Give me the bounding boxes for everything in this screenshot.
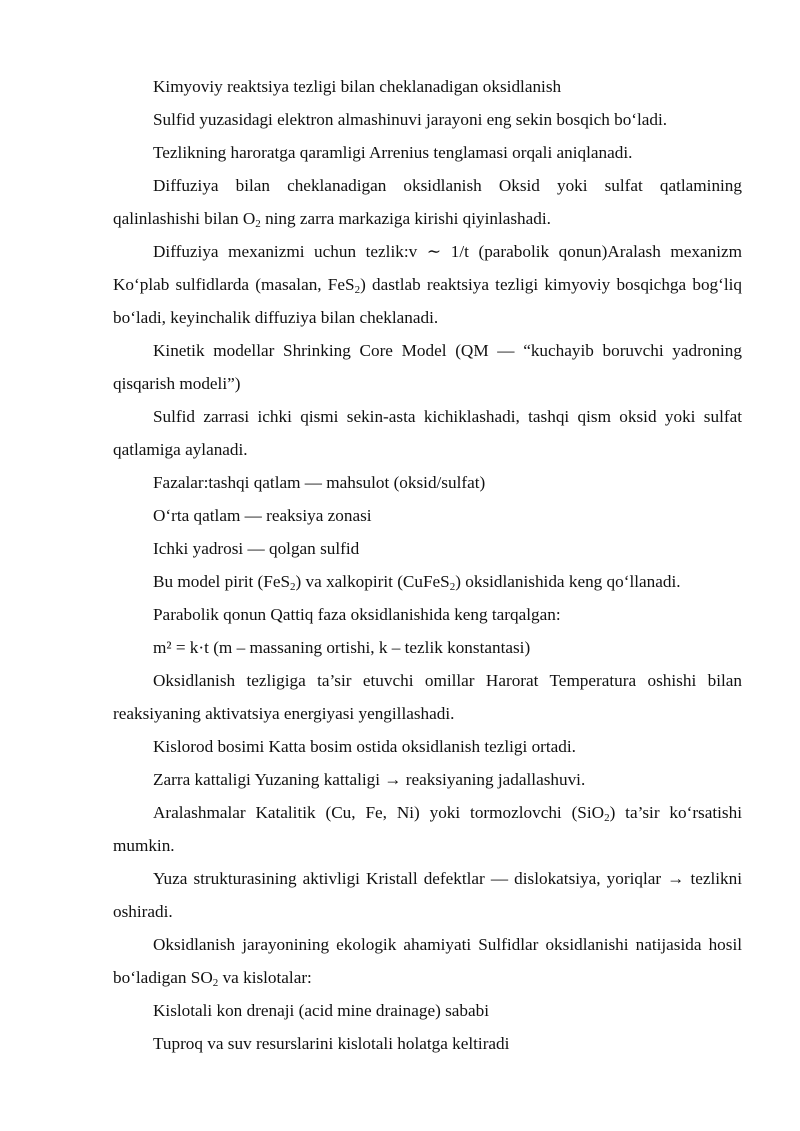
paragraph [113, 796, 742, 862]
paragraph [113, 235, 742, 334]
paragraph [113, 994, 742, 1027]
paragraph [113, 532, 742, 565]
paragraph [113, 466, 742, 499]
text-run: Ichki yadrosi — qolgan sulfid [153, 539, 360, 558]
text-run: Bu model pirit (FeS [153, 572, 291, 591]
subscript: 2 [354, 284, 361, 296]
subscript: 2 [604, 812, 610, 824]
text-run: ) dastlab reaktsiya tezligi kimyoviy bosqichga bog‘liq bo‘ladi, keyinchalik diffuziya bilan cheklanadi. [113, 275, 742, 327]
paragraph [113, 70, 742, 103]
subscript: 2 [290, 581, 296, 593]
text-run: Tezlikning haroratga qaramligi Arrenius tenglamasi orqali aniqlanadi. [153, 143, 633, 162]
text-run: Yuza strukturasining aktivligi Kristall defektlar — dislokatsiya, yoriqlar → tezlikni oshiradi. [113, 869, 742, 921]
subscript: 2 [255, 218, 261, 230]
paragraph [113, 334, 742, 400]
paragraph [113, 1027, 742, 1060]
text-run: Diffuziya bilan cheklanadigan oksidlanish Oksid yoki sulfat qatlamining qalinlashishi bilan O [113, 176, 742, 228]
paragraph [113, 400, 742, 466]
subscript: 2 [449, 581, 456, 593]
text-run: ning zarra markaziga kirishi qiyinlashadi. [260, 209, 551, 228]
text-run: Aralashmalar Katalitik (Cu, Fe, Ni) yoki tormozlovchi (SiO [153, 803, 605, 822]
paragraph [113, 631, 742, 664]
paragraph [113, 598, 742, 631]
paragraph [113, 928, 742, 994]
text-run: va kislotalar: [218, 968, 312, 987]
paragraph [113, 499, 742, 532]
text-run: Kislorod bosimi Katta bosim ostida oksidlanish tezligi ortadi. [153, 737, 576, 756]
text-run: ) va xalkopirit (CuFeS [295, 572, 450, 591]
text-run: Kimyoviy reaktsiya tezligi bilan cheklanadigan oksidlanish [153, 77, 562, 96]
paragraph [113, 730, 742, 763]
text-run: Kislotali kon drenaji (acid mine drainage) sababi [153, 1001, 489, 1020]
text-run: m² = k·t (m – massaning ortishi, k – tezlik konstantasi) [153, 638, 531, 657]
text-run: O‘rta qatlam — reaksiya zonasi [153, 506, 372, 525]
paragraph [113, 103, 742, 136]
paragraph [113, 763, 742, 796]
text-run: Parabolik qonun Qattiq faza oksidlanishida keng tarqalgan: [153, 605, 561, 624]
text-run: Oksidlanish jarayonining ekologik ahamiyati Sulfidlar oksidlanishi natijasida hosil bo‘ladigan SO [113, 935, 742, 987]
text-run: Zarra kattaligi Yuzaning kattaligi → reaksiyaning jadallashuvi. [153, 770, 586, 789]
text-run: Diffuziya mexanizmi uchun tezlik:v ∼ 1/t (parabolik qonun)Aralash mexanizm Ko‘plab sulfidlarda (masalan, FeS [113, 242, 742, 294]
paragraph [113, 664, 742, 730]
text-run: Oksidlanish tezligiga ta’sir etuvchi omillar Harorat Temperatura oshishi bilan reaksiyaning aktivatsiya energiyasi yengillashadi. [113, 671, 742, 723]
paragraph [113, 136, 742, 169]
text-run: Fazalar:tashqi qatlam — mahsulot (oksid/sulfat) [153, 473, 486, 492]
paragraph [113, 862, 742, 928]
text-run: ) ta’sir ko‘rsatishi mumkin. [113, 803, 742, 855]
text-run: Sulfid yuzasidagi elektron almashinuvi jarayoni eng sekin bosqich bo‘ladi. [153, 110, 668, 129]
subscript: 2 [212, 977, 219, 989]
text-run: Sulfid zarrasi ichki qismi sekin-asta kichiklashadi, tashqi qism oksid yoki sulfat qatlamiga aylanadi. [113, 407, 742, 459]
document-page [113, 70, 742, 1060]
text-run: ) oksidlanishida keng qo‘llanadi. [455, 572, 681, 591]
text-run: Kinetik modellar Shrinking Core Model (QM — “kuchayib boruvchi yadroning qisqarish modeli”) [113, 341, 742, 393]
paragraph [113, 169, 742, 235]
paragraph [113, 565, 742, 598]
text-run: Tuproq va suv resurslarini kislotali holatga keltiradi [153, 1034, 510, 1053]
